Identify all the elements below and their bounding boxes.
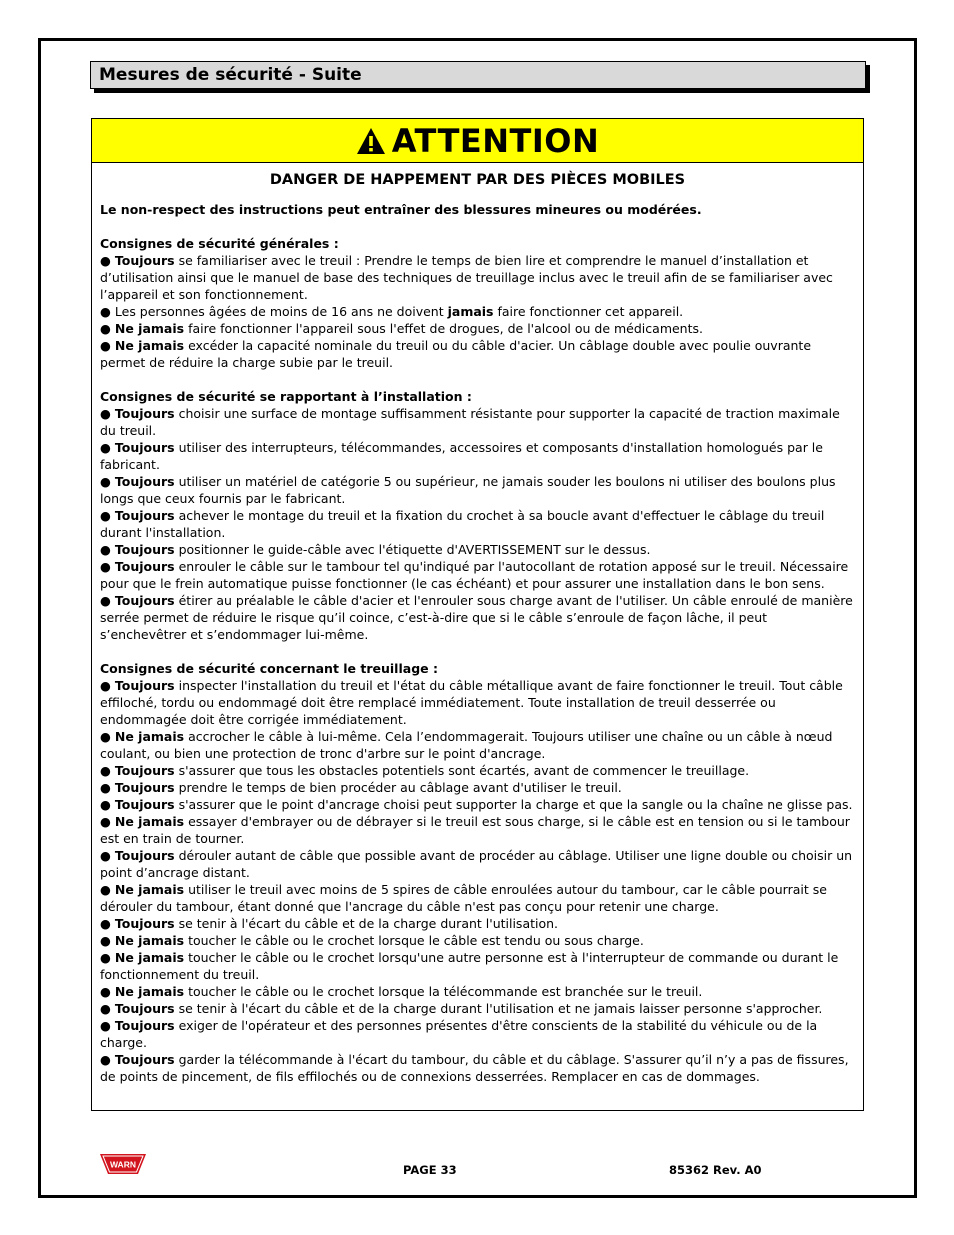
- safety-item: ● Toujours prendre le temps de bien procéder au câblage avant d'utiliser le treuil.: [100, 780, 622, 795]
- document-reference: 85362 Rev. A0: [669, 1163, 762, 1177]
- safety-item: ● Les personnes âgées de moins de 16 ans ne doivent jamais faire fonctionner cet appareil.: [100, 304, 684, 319]
- safety-item: ● Toujours utiliser des interrupteurs, télécommandes, accessoires et composants d'installation homologués par le fabricant.: [100, 440, 823, 472]
- safety-item: ● Toujours enrouler le câble sur le tambour tel qu'indiqué par l'autocollant de rotation apposé sur le treuil. Nécessaire pour que le frein automatique puisse fonctionner (le cas échéant) et pour assurer une installation dans le bon sens.: [100, 559, 849, 591]
- safety-item: ● Ne jamais essayer d'embrayer ou de débrayer si le treuil est sous charge, si le câble est en tension ou si le tambour est en train de tourner.: [100, 814, 850, 846]
- safety-item: ● Ne jamais accrocher le câble à lui-même. Cela l’endommagerait. Toujours utiliser une chaîne ou un câble à nœud coulant, ou bien une protection de tronc d'arbre sur le point d'ancrage.: [100, 729, 833, 761]
- safety-item: ● Toujours dérouler autant de câble que possible avant de procéder au câblage. Utiliser une ligne double ou choisir un point d’ancrage distant.: [100, 848, 853, 880]
- warn-logo: [98, 1152, 148, 1180]
- group-title: Consignes de sécurité concernant le treuillage :: [100, 661, 438, 676]
- intro-text: Le non-respect des instructions peut entraîner des blessures mineures ou modérées.: [100, 202, 702, 217]
- safety-item: ● Ne jamais faire fonctionner l'appareil sous l'effet de drogues, de l'alcool ou de médicaments.: [100, 321, 703, 336]
- safety-item: ● Ne jamais toucher le câble ou le crochet lorsqu'une autre personne est à l'interrupteur de commande ou durant le fonctionnement du treuil.: [100, 950, 839, 982]
- safety-groups: [100, 235, 855, 1085]
- hazard-title: DANGER DE HAPPEMENT PAR DES PIÈCES MOBILES: [269, 172, 686, 188]
- signal-word: ATTENTION: [391, 121, 600, 160]
- safety-item: ● Toujours s'assurer que tous les obstacles potentiels sont écartés, avant de commencer le treuillage.: [100, 763, 750, 778]
- safety-group: [100, 388, 855, 643]
- section-header: [90, 61, 866, 89]
- warning-triangle-icon: [356, 126, 386, 156]
- safety-group: [100, 235, 855, 371]
- safety-item: ● Toujours exiger de l'opérateur et des personnes présentes d'être conscients de la stabilité du véhicule ou de la charge.: [100, 1018, 818, 1050]
- safety-item: ● Toujours utiliser un matériel de catégorie 5 ou supérieur, ne jamais souder les boulons ni utiliser des boulons plus longs que ceux fournis par le fabricant.: [100, 474, 836, 506]
- safety-group: [100, 660, 855, 1085]
- safety-item: ● Ne jamais toucher le câble ou le crochet lorsque le câble est tendu ou sous charge.: [100, 933, 644, 948]
- attention-banner: [92, 119, 863, 163]
- safety-item: ● Toujours se tenir à l'écart du câble et de la charge durant l'utilisation et ne jamais laisser personne s'approcher.: [100, 1001, 823, 1016]
- section-title: Mesures de sécurité - Suite: [99, 65, 362, 85]
- safety-item: ● Toujours se tenir à l'écart du câble et de la charge durant l'utilisation.: [100, 916, 559, 931]
- page-number: PAGE 33: [403, 1163, 457, 1177]
- safety-item: ● Toujours inspecter l'installation du treuil et l'état du câble métallique avant de faire fonctionner le treuil. Tout câble effiloché, tordu ou endommagé doit être remplacé immédiatement. Toute installation de treuil desserrée ou endommagée doit être corrigée immédiatement.: [100, 678, 843, 727]
- safety-item: ● Toujours étirer au préalable le câble d'acier et l'enrouler sous charge avant de l'utiliser. Un câble enroulé de manière serrée permet de réduire le risque qu’il coince, c’est-à-dire que si le câble s’enroule de façon lâche, il peut s’enchevêtrer et s’endommager lui-même.: [100, 593, 853, 642]
- safety-item: ● Toujours se familiariser avec le treuil : Prendre le temps de bien lire et comprendre le manuel d’installation et d’utilisation ainsi que le manuel de base des techniques de treuillage inclus avec le treuil afin de se familiariser avec l’appareil et son fonctionnement.: [100, 253, 833, 302]
- safety-item: ● Toujours choisir une surface de montage suffisamment résistante pour supporter la capacité de traction maximale du treuil.: [100, 406, 840, 438]
- safety-item: ● Toujours s'assurer que le point d'ancrage choisi peut supporter la charge et que la sangle ou la chaîne ne glisse pas.: [100, 797, 853, 812]
- warning-box: [91, 118, 864, 1111]
- safety-item: ● Ne jamais excéder la capacité nominale du treuil ou du câble d'acier. Un câblage double avec poulie ouvrante permet de réduire la charge subie par le treuil.: [100, 338, 812, 370]
- safety-item: ● Ne jamais utiliser le treuil avec moins de 5 spires de câble enroulées autour du tambour, car le câble pourrait se dérouler du tambour, étant donné que l'ancrage du câble n'est pas conçu pour retenir une charge.: [100, 882, 827, 914]
- safety-item: ● Ne jamais toucher le câble ou le crochet lorsque la télécommande est branchée sur le treuil.: [100, 984, 703, 999]
- safety-item: ● Toujours positionner le guide-câble avec l'étiquette d'AVERTISSEMENT sur le dessus.: [100, 542, 651, 557]
- group-title: Consignes de sécurité se rapportant à l’installation :: [100, 389, 472, 404]
- safety-item: ● Toujours garder la télécommande à l'écart du tambour, du câble et du câblage. S'assurer qu’il n’y a pas de fissures, de points de pincement, de fils effilochés ou de connexions desserrées. Remplacer en cas de dommages.: [100, 1052, 849, 1084]
- safety-item: ● Toujours achever le montage du treuil et la fixation du crochet à sa boucle avant d'effectuer le câblage du treuil durant l'installation.: [100, 508, 825, 540]
- svg-text:WARN: WARN: [110, 1159, 136, 1170]
- safety-content: [100, 201, 855, 1102]
- group-title: Consignes de sécurité générales :: [100, 236, 339, 251]
